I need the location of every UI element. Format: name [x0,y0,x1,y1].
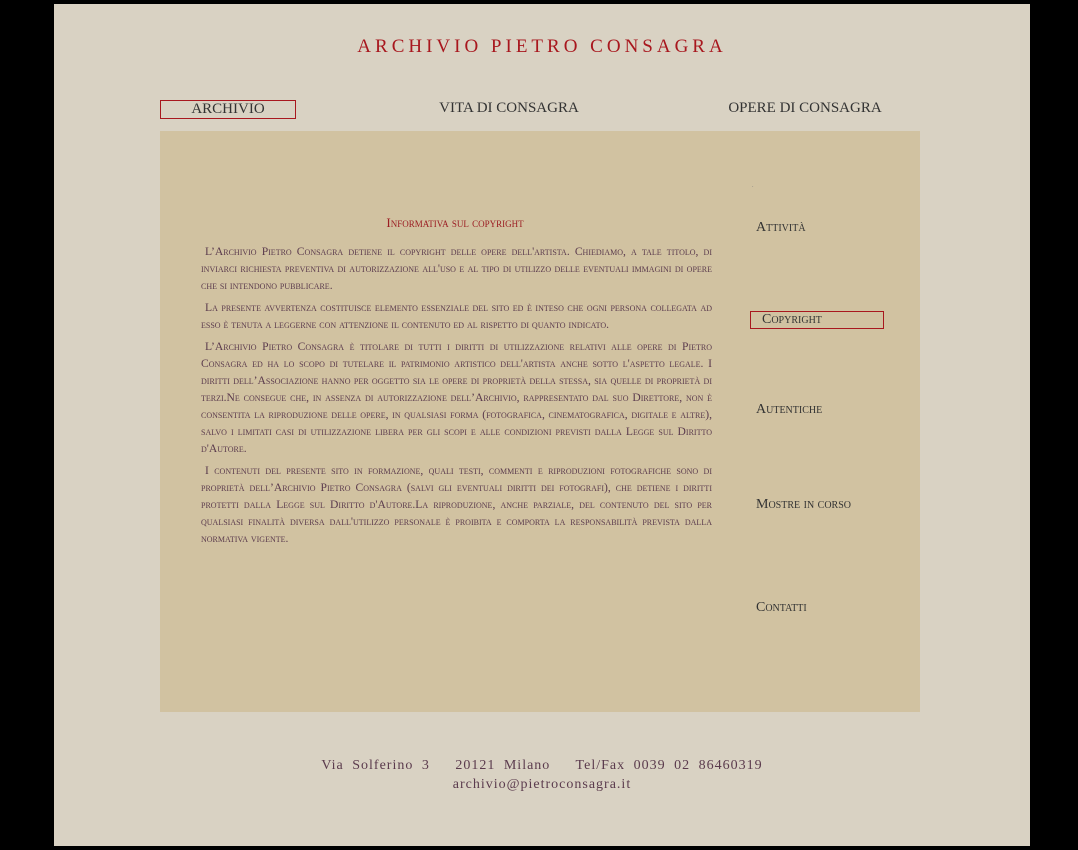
paragraph: L’Archivio Pietro Consagra è titolare di tutti i diritti di utilizzazione relativi alle opere di Pietro Consagra ed ha lo scopo di tutelare il patrimonio artistico dell'artista anche sotto l'aspetto legale. I diritti dell’Associazione hanno per oggetto sia le opere di proprietà della stessa, sia quelle di proprietà di terzi.Ne consegue che, in assenza di autorizzazione dell’Archivio, rappresentato dal suo Direttore, non è consentita la riproduzione delle opere, in qualsiasi forma (fotografica, cinematografica, digitale e altre), salvo i limitati casi di utilizzazione libera per gli scopi e alle condizioni previsti dalla Legge sul Diritto d'Autore. [201,340,712,455]
side-nav-mostre-in-corso[interactable]: Mostre in corso [756,497,852,512]
copyright-text [201,243,712,552]
content-panel [160,131,920,712]
side-nav-autentiche[interactable]: Autentiche [756,402,823,417]
nav-opere-di-consagra-link[interactable]: OPERE DI CONSAGRA [728,100,882,116]
side-nav-attivita[interactable]: Attività [756,220,806,235]
side-nav-copyright[interactable]: Copyright [750,311,884,329]
paragraph: L’Archivio Pietro Consagra detiene il copyright delle opere dell'artista. Chiediamo, a tale titolo, di inviarci richiesta preventiva di autorizzazione all'uso e al tipo di utilizzo delle eventuali immagini di opere che si intendono pubblicare. [201,245,712,292]
dot-mark: . [752,183,754,189]
nav-archivio-link[interactable]: ARCHIVIO [160,100,296,119]
paragraph: I contenuti del presente sito in formazione, quali testi, commenti e riproduzioni fotografiche sono di proprietà dell’Archivio Pietro Consagra (salvi gli eventuali diritti dei fotografi), che detiene i diritti protetti dalla Legge sul Diritto d'Autore.La riproduzione, anche parziale, del contenuto del sito per qualsiasi finalità diversa dall'utilizzo personale è proibita e comporta la responsabilità prevista dalla normativa vigente. [201,464,712,545]
page [54,4,1030,846]
footer-email-link[interactable]: archivio@pietroconsagra.it [452,777,632,792]
side-nav-contatti[interactable]: Contatti [756,600,807,615]
site-title: ARCHIVIO PIETRO CONSAGRA [357,36,727,57]
paragraph: La presente avvertenza costituisce elemento essenziale del sito ed è inteso che ogni persona collegata ad esso è tenuta a leggerne con attenzione il contenuto ed al rispetto di quanto indicato. [201,301,712,331]
nav-vita-di-consagra-link[interactable]: VITA DI CONSAGRA [439,100,579,116]
page-heading: Informativa sul copyright [386,215,524,230]
footer-address: Via Solferino 3 20121 Milano Tel/Fax 0039 02 86460319 [321,758,763,773]
